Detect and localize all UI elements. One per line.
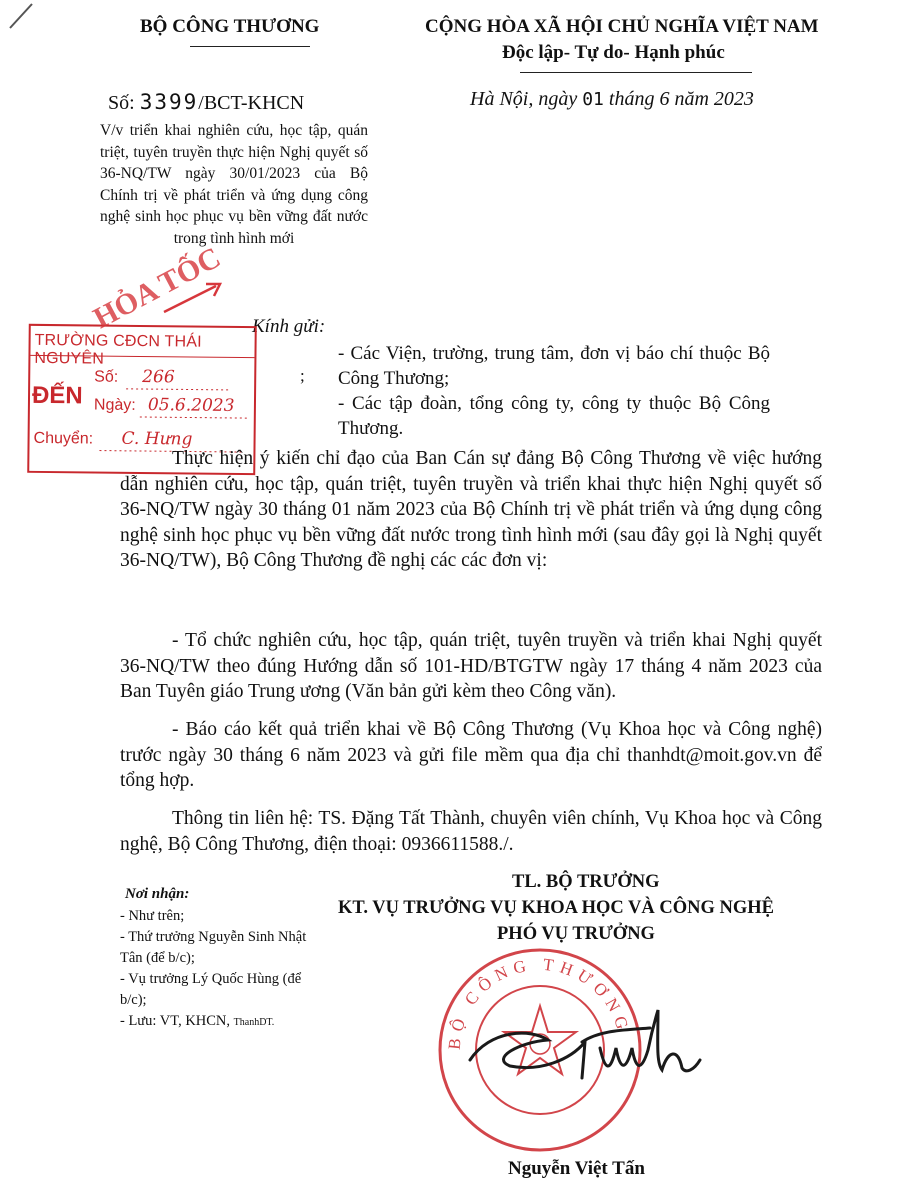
body-paragraph: - Tổ chức nghiên cứu, học tập, quán triệt, tuyên truyền và triển khai Nghị quyết 36-NQ/TW theo đúng Hướng dẫn số 101-HD/BTGTW ngày 17 tháng 4 năm 2023 của Ban Tuyên giáo Trung ương (Văn bản gửi kèm theo Công văn). <box>120 630 822 702</box>
body-paragraph: Thực hiện ý kiến chỉ đạo của Ban Cán sự đảng Bộ Công Thương về việc hướng dẫn nghiên cứu, học tập, quán triệt, tuyên truyền và triển khai thực hiện Nghị quyết số 36-NQ/TW ngày 30 tháng 01 năm 2023 của Bộ Chính trị về phát triển và ứng dụng công nghệ sinh học phục vụ bền vững đất nước trong tình hình mới (sau đây gọi là Nghị quyết 36-NQ/TW), Bộ Công Thương đề nghị các các đơn vị: <box>120 448 822 571</box>
stamp-school: TRƯỜNG CĐCN THÁI NGUYÊN <box>34 331 202 368</box>
recipient-item: - Các Viện, trường, trung tâm, đơn vị báo chí thuộc Bộ Công Thương; <box>338 343 770 389</box>
document-number-value: 3399 <box>139 90 199 114</box>
stray-mark: ; <box>300 366 305 385</box>
national-motto: Độc lập- Tự do- Hạnh phúc <box>502 42 725 63</box>
list-item <box>120 1011 330 1033</box>
recipients-footer-list <box>120 906 330 1033</box>
handwritten-signature <box>450 1000 740 1090</box>
place-date <box>470 88 754 111</box>
stamp-den: ĐẾN <box>31 381 83 410</box>
recipients-footer-title: Nơi nhận: <box>125 886 190 902</box>
stamp-ngay-label: Ngày: <box>93 396 136 414</box>
list-item: - Như trên; <box>120 908 185 924</box>
recipient-list <box>338 341 770 441</box>
list-item: - Thứ trưởng Nguyễn Sinh Nhật Tân (để b/c); <box>120 929 307 966</box>
ministry-name: BỘ CÔNG THƯƠNG <box>140 16 320 37</box>
list-item-small: ThanhDT. <box>233 1017 275 1028</box>
seal-text: BỘ CÔNG THƯƠNG <box>444 954 634 1051</box>
signer-name: Nguyễn Việt Tấn <box>508 1158 645 1179</box>
signature-line-1: TL. BỘ TRƯỞNG <box>512 872 660 892</box>
stamp-ngay-value: 05.6.2023 <box>147 395 235 416</box>
place-date-day: 01 <box>582 89 604 110</box>
document-number-label: Số: <box>108 92 135 114</box>
greeting-label: Kính gửi: <box>252 316 326 337</box>
list-item: - Vụ trưởng Lý Quốc Hùng (để b/c); <box>120 971 302 1008</box>
urgent-stamp: HỎA TỐC <box>88 240 226 336</box>
place-date-prefix: Hà Nội, ngày <box>470 88 583 110</box>
stamp-chuyen-label: Chuyển: <box>33 429 94 448</box>
ministry-underline <box>190 46 310 47</box>
signature-line-3: PHÓ VỤ TRƯỞNG <box>497 924 655 944</box>
document-subject: V/v triển khai nghiên cứu, học tập, quán triệt, tuyên truyền thực hiện Nghị quyết số 36-NQ/TW ngày 30/01/2023 của Bộ Chính trị về phát triển và ứng dụng công nghệ sinh học phục vụ bền vững đất nước trong tình hình mới <box>100 122 368 247</box>
urgent-arrow-icon <box>160 278 230 318</box>
stamp-chuyen-value: C. Hưng <box>121 428 193 450</box>
nation-title: CỘNG HÒA XÃ HỘI CHỦ NGHĨA VIỆT NAM <box>425 16 819 37</box>
scan-corner-mark <box>8 0 38 30</box>
document-number <box>108 90 304 115</box>
recipient-item: - Các tập đoàn, tổng công ty, công ty thuộc Bộ Công Thương. <box>338 393 770 439</box>
motto-underline <box>520 72 752 73</box>
body-paragraph: Thông tin liên hệ: TS. Đặng Tất Thành, chuyên viên chính, Vụ Khoa học và Công nghệ, Bộ Công Thương, điện thoại: 0936611588./. <box>120 808 822 855</box>
place-date-suffix: tháng 6 năm 2023 <box>603 88 754 110</box>
body-paragraph: - Báo cáo kết quả triển khai về Bộ Công Thương (Vụ Khoa học và Công nghệ) trước ngày 30 tháng 6 năm 2023 và gửi file mềm qua địa chỉ thanhdt@moit.gov.vn để tổng hợp. <box>120 719 822 791</box>
stamp-so-label: Số: <box>94 368 119 386</box>
document-number-suffix: /BCT-KHCN <box>198 92 305 114</box>
signature-line-2: KT. VỤ TRƯỞNG VỤ KHOA HỌC VÀ CÔNG NGHỆ <box>338 898 774 918</box>
list-item-text: - Lưu: VT, KHCN, <box>120 1013 234 1029</box>
stamp-so-value: 266 <box>142 367 175 388</box>
